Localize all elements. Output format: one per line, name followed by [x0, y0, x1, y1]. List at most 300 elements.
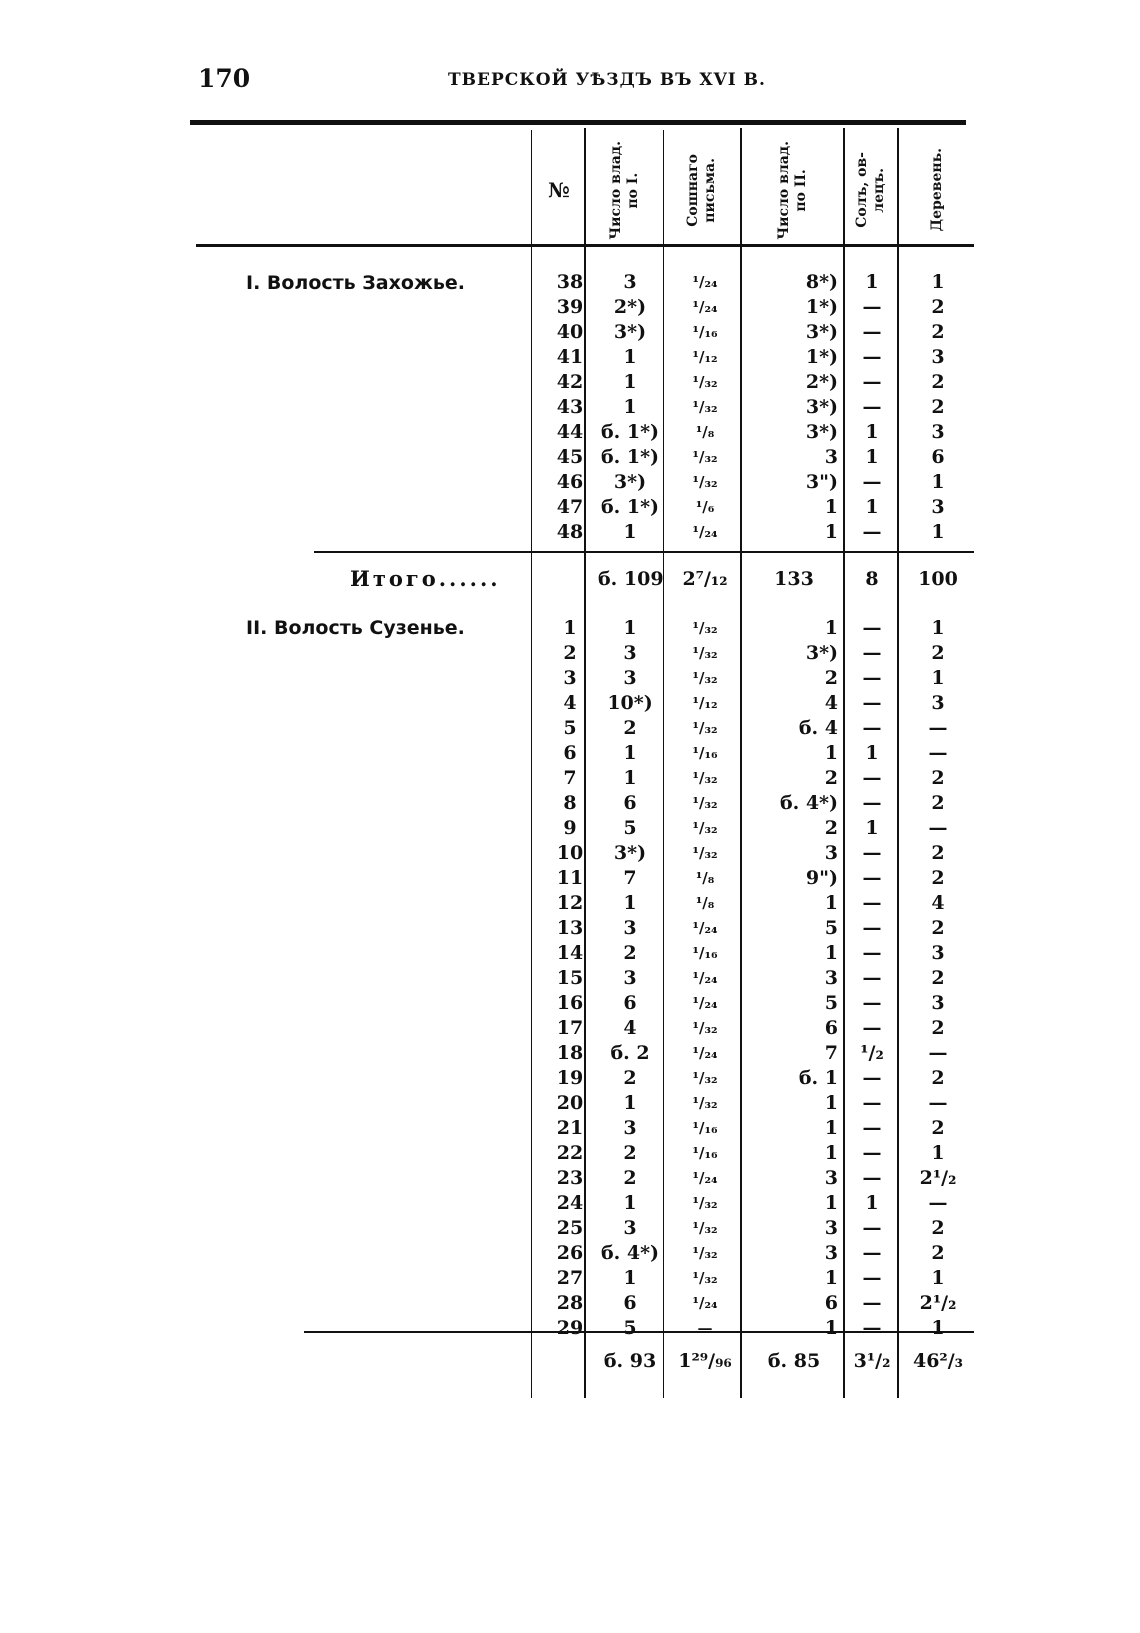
row-vlad1: 1 — [623, 1192, 637, 1214]
row-derevni: 2 — [931, 917, 945, 939]
row-vlad2: 1*) — [805, 296, 838, 318]
row-num: 16 — [556, 992, 584, 1014]
row-vlad2: 6 — [824, 1292, 838, 1314]
row-sol: — — [862, 1242, 882, 1264]
table-row — [0, 691, 1140, 716]
row-soshnoe: ¹/₈ — [695, 869, 715, 887]
row-num: 44 — [556, 421, 584, 443]
row-num: 22 — [556, 1142, 584, 1164]
row-sol: — — [862, 1067, 882, 1089]
row-derevni: 2 — [931, 396, 945, 418]
row-num: 45 — [556, 446, 584, 468]
row-sol: — — [862, 867, 882, 889]
total-sol: 8 — [865, 568, 879, 590]
row-soshnoe: ¹/₁₆ — [692, 1144, 718, 1162]
row-derevni: 1 — [931, 1142, 945, 1164]
table-row — [0, 941, 1140, 966]
row-sol: — — [862, 617, 882, 639]
row-soshnoe: ¹/₂₄ — [692, 919, 718, 937]
running-head: ТВЕРСКОЙ УѢЗДЪ ВЪ XVI В. — [448, 70, 766, 90]
row-num: 18 — [556, 1042, 584, 1064]
row-num: 9 — [563, 817, 577, 839]
header-sol-label: Солъ, ов- лецъ. — [854, 152, 887, 228]
row-sol: 1 — [865, 742, 879, 764]
row-vlad2: 3*) — [805, 396, 838, 418]
row-vlad2: 1 — [824, 1142, 838, 1164]
row-vlad2: 3 — [824, 842, 838, 864]
table-row — [0, 1266, 1140, 1291]
header-derevni — [899, 130, 975, 250]
row-vlad2: 3*) — [805, 642, 838, 664]
row-soshnoe: ¹/₁₂ — [692, 348, 718, 366]
row-derevni: — — [928, 717, 948, 739]
row-sol: — — [862, 767, 882, 789]
header-vlad2-label: Число влад. по II. — [775, 140, 809, 240]
row-vlad2: 4 — [824, 692, 838, 714]
table-row — [0, 1166, 1140, 1191]
row-derevni: 2¹/₂ — [919, 1292, 957, 1314]
row-derevni: 3 — [931, 346, 945, 368]
row-derevni: 2 — [931, 1017, 945, 1039]
row-sol: — — [862, 1217, 882, 1239]
row-num: 7 — [563, 767, 577, 789]
row-vlad2: 3*) — [805, 321, 838, 343]
row-sol: — — [862, 1017, 882, 1039]
table-row — [0, 420, 1140, 445]
total-vlad1: б. 109 — [598, 568, 664, 590]
row-vlad1: 3 — [623, 667, 637, 689]
row-soshnoe: ¹/₂₄ — [692, 969, 718, 987]
table-row — [0, 1041, 1140, 1066]
row-derevni: — — [928, 817, 948, 839]
row-vlad1: 2 — [623, 942, 637, 964]
row-vlad1: 1 — [623, 742, 637, 764]
row-num: 5 — [563, 717, 577, 739]
row-derevni: 2 — [931, 1217, 945, 1239]
row-vlad2: 1 — [824, 1192, 838, 1214]
row-soshnoe: ¹/₈ — [695, 894, 715, 912]
row-soshnoe: ¹/₈ — [695, 423, 715, 441]
header-vlad2 — [742, 130, 843, 250]
row-vlad2: 3") — [805, 471, 838, 493]
row-num: 47 — [556, 496, 584, 518]
row-derevni: — — [928, 1192, 948, 1214]
row-vlad1: 3 — [623, 1217, 637, 1239]
total-label: Итого...... — [350, 566, 501, 591]
row-derevni: 2 — [931, 296, 945, 318]
row-derevni: 3 — [931, 992, 945, 1014]
row-num: 21 — [556, 1117, 584, 1139]
row-soshnoe: ¹/₂₄ — [692, 994, 718, 1012]
header-sol — [845, 130, 897, 250]
row-soshnoe: ¹/₁₂ — [692, 694, 718, 712]
row-sol: — — [862, 942, 882, 964]
section-rows — [0, 616, 1140, 1341]
row-vlad1: 3*) — [613, 471, 647, 493]
header-num-label: № — [548, 178, 570, 202]
row-num: 15 — [556, 967, 584, 989]
row-sol: — — [862, 1117, 882, 1139]
row-vlad2: 3 — [824, 1242, 838, 1264]
row-vlad1: 3*) — [613, 321, 647, 343]
header-derevni-label: Деревень. — [928, 148, 945, 232]
table-row — [0, 1316, 1140, 1341]
row-vlad2: 5 — [824, 917, 838, 939]
table-row — [0, 716, 1140, 741]
row-vlad2: 9") — [805, 867, 838, 889]
table-row — [0, 666, 1140, 691]
header-vlad1 — [586, 130, 663, 250]
row-soshnoe: ¹/₃₂ — [692, 669, 718, 687]
row-sol: — — [862, 521, 882, 543]
row-soshnoe: ¹/₁₆ — [692, 744, 718, 762]
row-num: 42 — [556, 371, 584, 393]
table-row — [0, 370, 1140, 395]
row-derevni: — — [928, 1042, 948, 1064]
row-soshnoe: ¹/₃₂ — [692, 398, 718, 416]
row-vlad1: 2 — [623, 1142, 637, 1164]
table-row — [0, 641, 1140, 666]
row-num: 3 — [563, 667, 577, 689]
row-sol: — — [862, 321, 882, 343]
row-num: 4 — [563, 692, 577, 714]
header-top-rule — [190, 120, 966, 125]
row-derevni: 3 — [931, 496, 945, 518]
row-vlad2: 2 — [824, 817, 838, 839]
table-row — [0, 916, 1140, 941]
row-soshnoe: ¹/₃₂ — [692, 619, 718, 637]
row-vlad2: 1 — [824, 617, 838, 639]
row-num: 28 — [556, 1292, 584, 1314]
row-derevni: 2¹/₂ — [919, 1167, 957, 1189]
row-vlad1: 1 — [623, 371, 637, 393]
table-row — [0, 345, 1140, 370]
header-num — [534, 130, 584, 250]
row-derevni: — — [928, 1092, 948, 1114]
row-num: 1 — [563, 617, 577, 639]
row-derevni: 2 — [931, 967, 945, 989]
section-rows — [0, 270, 1140, 545]
row-sol: — — [862, 396, 882, 418]
row-vlad1: 6 — [623, 992, 637, 1014]
table-row — [0, 470, 1140, 495]
total-vlad1: б. 93 — [603, 1350, 657, 1372]
row-vlad1: 4 — [623, 1017, 637, 1039]
row-sol: ¹/₂ — [860, 1042, 884, 1064]
table-row — [0, 616, 1140, 641]
row-vlad2: 6 — [824, 1017, 838, 1039]
table-row — [0, 816, 1140, 841]
row-sol: — — [862, 371, 882, 393]
row-vlad1: 3 — [623, 642, 637, 664]
row-num: 23 — [556, 1167, 584, 1189]
row-vlad1: 2*) — [613, 296, 647, 318]
table-row — [0, 495, 1140, 520]
row-vlad1: 3 — [623, 917, 637, 939]
row-soshnoe: ¹/₂₄ — [692, 1169, 718, 1187]
row-soshnoe: ¹/₃₂ — [692, 844, 718, 862]
row-num: 25 — [556, 1217, 584, 1239]
row-sol: — — [862, 1092, 882, 1114]
table-row — [0, 1141, 1140, 1166]
row-soshnoe: ¹/₃₂ — [692, 1019, 718, 1037]
row-vlad1: 3*) — [613, 842, 647, 864]
row-vlad1: 1 — [623, 396, 637, 418]
row-vlad1: 5 — [623, 817, 637, 839]
row-derevni: 1 — [931, 1267, 945, 1289]
row-vlad1: 6 — [623, 1292, 637, 1314]
row-num: 29 — [556, 1317, 584, 1339]
table-row — [0, 1191, 1140, 1216]
row-vlad2: б. 4*) — [779, 792, 838, 814]
row-num: 48 — [556, 521, 584, 543]
row-sol: — — [862, 1267, 882, 1289]
row-soshnoe: ¹/₂₄ — [692, 1294, 718, 1312]
table-row — [0, 1091, 1140, 1116]
row-num: 46 — [556, 471, 584, 493]
row-vlad1: 7 — [623, 867, 637, 889]
row-derevni: 3 — [931, 421, 945, 443]
row-vlad2: 8*) — [805, 271, 838, 293]
row-vlad2: 1 — [824, 521, 838, 543]
row-vlad1: 1 — [623, 767, 637, 789]
row-soshnoe: ¹/₂₄ — [692, 523, 718, 541]
row-vlad2: 1 — [824, 1317, 838, 1339]
row-soshnoe: ¹/₂₄ — [692, 298, 718, 316]
table-row — [0, 520, 1140, 545]
header-vlad1-label: Число влад. по I. — [607, 140, 641, 240]
row-num: 12 — [556, 892, 584, 914]
table-row — [0, 766, 1140, 791]
row-sol: 1 — [865, 271, 879, 293]
row-vlad2: 1 — [824, 1092, 838, 1114]
row-num: 20 — [556, 1092, 584, 1114]
row-num: 11 — [556, 867, 584, 889]
row-derevni: 2 — [931, 371, 945, 393]
row-sol: 1 — [865, 496, 879, 518]
total1-rule — [314, 551, 974, 553]
row-derevni: 1 — [931, 471, 945, 493]
row-soshnoe: ¹/₃₂ — [692, 1244, 718, 1262]
row-sol: — — [862, 346, 882, 368]
row-soshnoe: ¹/₃₂ — [692, 473, 718, 491]
row-vlad2: 3*) — [805, 421, 838, 443]
row-sol: — — [862, 471, 882, 493]
row-soshnoe: ¹/₃₂ — [692, 644, 718, 662]
row-vlad2: б. 4 — [798, 717, 838, 739]
row-vlad1: б. 4*) — [600, 1242, 660, 1264]
row-vlad2: б. 1 — [798, 1067, 838, 1089]
row-vlad2: 1 — [824, 496, 838, 518]
table-row — [0, 866, 1140, 891]
row-derevni: 1 — [931, 271, 945, 293]
table-row — [0, 966, 1140, 991]
row-sol: — — [862, 842, 882, 864]
row-derevni: 3 — [931, 692, 945, 714]
row-derevni: 2 — [931, 321, 945, 343]
row-soshnoe: ¹/₃₂ — [692, 819, 718, 837]
row-soshnoe: ¹/₃₂ — [692, 1269, 718, 1287]
row-vlad1: 3 — [623, 271, 637, 293]
total-soshnoe: 2⁷/₁₂ — [682, 568, 728, 590]
table-row — [0, 1066, 1140, 1091]
row-derevni: 2 — [931, 1117, 945, 1139]
total-sol: 3¹/₂ — [853, 1350, 891, 1372]
row-soshnoe: ¹/₃₂ — [692, 1094, 718, 1112]
row-soshnoe: ¹/₁₆ — [692, 1119, 718, 1137]
row-vlad1: 1 — [623, 521, 637, 543]
total-vlad2: б. 85 — [767, 1350, 821, 1372]
row-soshnoe: ¹/₆ — [695, 498, 715, 516]
row-num: 41 — [556, 346, 584, 368]
row-num: 2 — [563, 642, 577, 664]
row-num: 8 — [563, 792, 577, 814]
table-row — [0, 841, 1140, 866]
row-vlad1: 10*) — [607, 692, 653, 714]
row-sol: 1 — [865, 1192, 879, 1214]
row-soshnoe: ¹/₃₂ — [692, 794, 718, 812]
row-sol: 1 — [865, 421, 879, 443]
row-derevni: 2 — [931, 1067, 945, 1089]
row-vlad1: 2 — [623, 1167, 637, 1189]
row-derevni: 2 — [931, 1242, 945, 1264]
row-vlad1: 5 — [623, 1317, 637, 1339]
row-vlad1: 3 — [623, 1117, 637, 1139]
row-soshnoe: ¹/₂₄ — [692, 273, 718, 291]
row-sol: — — [862, 296, 882, 318]
table-row — [0, 1116, 1140, 1141]
row-soshnoe: — — [697, 1319, 713, 1337]
row-derevni: 2 — [931, 867, 945, 889]
row-vlad1: б. 1*) — [600, 446, 660, 468]
row-vlad2: 1 — [824, 892, 838, 914]
row-vlad2: 1 — [824, 1117, 838, 1139]
total-derevni: 46²/₃ — [912, 1350, 964, 1372]
row-vlad2: 2 — [824, 767, 838, 789]
row-sol: — — [862, 1142, 882, 1164]
row-vlad1: 1 — [623, 346, 637, 368]
row-sol: — — [862, 967, 882, 989]
row-vlad1: 1 — [623, 1092, 637, 1114]
row-num: 43 — [556, 396, 584, 418]
row-vlad2: 3 — [824, 967, 838, 989]
row-derevni: 1 — [931, 521, 945, 543]
table-row — [0, 1216, 1140, 1241]
row-derevni: 1 — [931, 1317, 945, 1339]
row-num: 27 — [556, 1267, 584, 1289]
row-sol: — — [862, 692, 882, 714]
row-derevni: 3 — [931, 942, 945, 964]
row-vlad2: 2 — [824, 667, 838, 689]
total-row — [0, 568, 1140, 594]
row-vlad1: 1 — [623, 617, 637, 639]
row-num: 26 — [556, 1242, 584, 1264]
row-soshnoe: ¹/₃₂ — [692, 1219, 718, 1237]
row-vlad1: 2 — [623, 717, 637, 739]
row-sol: 1 — [865, 446, 879, 468]
total-soshnoe: 1²⁹/₉₆ — [678, 1350, 732, 1372]
row-vlad2: 2*) — [805, 371, 838, 393]
row-derevni: 1 — [931, 667, 945, 689]
section-title: I. Волость Захожье. — [246, 272, 465, 294]
row-vlad2: 5 — [824, 992, 838, 1014]
row-sol: — — [862, 917, 882, 939]
row-vlad2: 1*) — [805, 346, 838, 368]
table-row — [0, 741, 1140, 766]
row-num: 40 — [556, 321, 584, 343]
page-number: 170 — [198, 64, 251, 93]
row-sol: — — [862, 667, 882, 689]
row-vlad2: 3 — [824, 1217, 838, 1239]
total-vlad2: 133 — [774, 568, 814, 590]
table-row — [0, 320, 1140, 345]
row-sol: — — [862, 717, 882, 739]
row-soshnoe: ¹/₃₂ — [692, 719, 718, 737]
row-num: 6 — [563, 742, 577, 764]
row-vlad1: б. 2 — [610, 1042, 650, 1064]
table-row — [0, 1016, 1140, 1041]
row-vlad2: 1 — [824, 1267, 838, 1289]
row-vlad1: 1 — [623, 892, 637, 914]
table-row — [0, 1241, 1140, 1266]
row-derevni: 2 — [931, 792, 945, 814]
row-sol: — — [862, 892, 882, 914]
row-sol: — — [862, 792, 882, 814]
row-vlad1: б. 1*) — [600, 421, 660, 443]
row-vlad1: 3 — [623, 967, 637, 989]
row-soshnoe: ¹/₃₂ — [692, 769, 718, 787]
row-num: 38 — [556, 271, 584, 293]
row-vlad2: 7 — [824, 1042, 838, 1064]
table-row — [0, 395, 1140, 420]
row-soshnoe: ¹/₃₂ — [692, 448, 718, 466]
row-vlad1: 6 — [623, 792, 637, 814]
row-num: 14 — [556, 942, 584, 964]
row-soshnoe: ¹/₂₄ — [692, 1044, 718, 1062]
row-num: 19 — [556, 1067, 584, 1089]
row-num: 10 — [556, 842, 584, 864]
header-soshnoe-label: Сошнаго письма. — [685, 153, 718, 227]
table-row — [0, 295, 1140, 320]
table-row — [0, 1291, 1140, 1316]
row-derevni: 2 — [931, 642, 945, 664]
table-row — [0, 270, 1140, 295]
table-row — [0, 791, 1140, 816]
row-derevni: 1 — [931, 617, 945, 639]
header-soshnoe — [664, 130, 740, 250]
table-row — [0, 991, 1140, 1016]
row-derevni: 2 — [931, 767, 945, 789]
row-sol: — — [862, 1317, 882, 1339]
row-derevni: 4 — [931, 892, 945, 914]
row-vlad1: 2 — [623, 1067, 637, 1089]
row-derevni: 2 — [931, 842, 945, 864]
row-vlad2: 3 — [824, 1167, 838, 1189]
table-row — [0, 445, 1140, 470]
row-num: 24 — [556, 1192, 584, 1214]
table-row — [0, 891, 1140, 916]
row-soshnoe: ¹/₁₆ — [692, 944, 718, 962]
row-vlad2: 1 — [824, 742, 838, 764]
total-derevni: 100 — [918, 568, 958, 590]
row-soshnoe: ¹/₃₂ — [692, 1069, 718, 1087]
row-num: 17 — [556, 1017, 584, 1039]
total-row — [0, 1350, 1140, 1376]
row-num: 39 — [556, 296, 584, 318]
row-soshnoe: ¹/₁₆ — [692, 323, 718, 341]
row-soshnoe: ¹/₃₂ — [692, 373, 718, 391]
row-soshnoe: ¹/₃₂ — [692, 1194, 718, 1212]
